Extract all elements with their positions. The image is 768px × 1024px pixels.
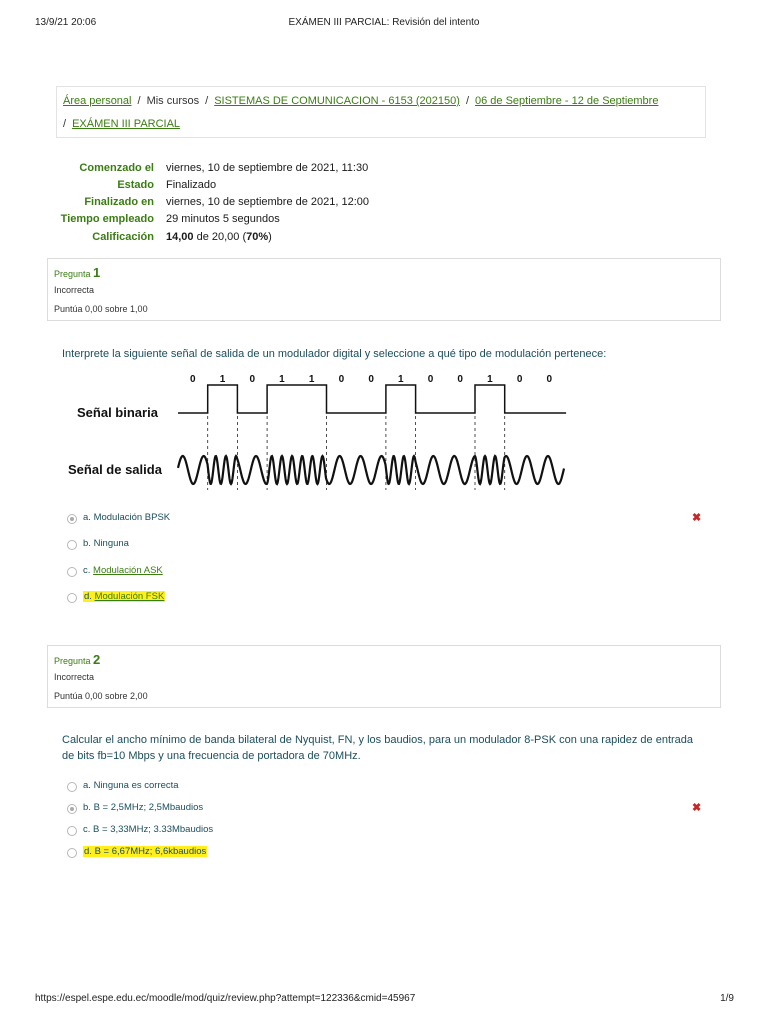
- question-number-value: 1: [93, 265, 101, 280]
- binary-signal-waveform: [178, 385, 566, 413]
- option-letter: c.: [83, 824, 91, 835]
- radio-button[interactable]: [67, 804, 77, 814]
- radio-button[interactable]: [67, 782, 77, 792]
- question-prefix: Pregunta: [54, 656, 91, 666]
- q2-option-d[interactable]: [67, 845, 367, 861]
- print-title: EXÁMEN III PARCIAL: Revisión del intento: [288, 17, 480, 28]
- summary-label: Tiempo empleado: [60, 213, 154, 225]
- question-1-text: Interprete la siguiente señal de salida de un modulador digital y seleccione a qué tipo de modulación pertenece:: [62, 348, 607, 360]
- option-letter: c.: [83, 565, 91, 576]
- q2-option-c[interactable]: [67, 823, 367, 839]
- option-label: [83, 538, 129, 549]
- print-url: https://espel.espe.edu.ec/moodle/mod/quiz/review.php?attempt=122336&cmid=45967: [35, 993, 416, 1004]
- question-number-value: 2: [93, 652, 101, 667]
- bit-label: 0: [338, 374, 345, 385]
- option-letter: d.: [84, 846, 92, 857]
- bit-label: 1: [279, 374, 285, 385]
- radio-button[interactable]: [67, 593, 77, 603]
- bit-labels: [190, 374, 553, 385]
- breadcrumb-quiz[interactable]: EXÁMEN III PARCIAL: [72, 118, 181, 130]
- bit-label: 0: [457, 374, 463, 385]
- option-text: Ninguna es correcta: [93, 780, 179, 791]
- q2-option-a[interactable]: [67, 779, 367, 795]
- breadcrumb: [56, 86, 706, 138]
- summary-row-time: [46, 213, 280, 230]
- radio-button[interactable]: [67, 567, 77, 577]
- option-label: [83, 802, 203, 813]
- modulation-figure: [62, 366, 568, 494]
- summary-label: Calificación: [92, 231, 154, 243]
- radio-button[interactable]: [67, 514, 77, 524]
- breadcrumb-mis-cursos[interactable]: Mis cursos: [146, 95, 200, 107]
- option-label: [83, 565, 163, 576]
- bit-label: 0: [368, 374, 374, 385]
- option-text: Ninguna: [93, 538, 129, 549]
- q2-option-b[interactable]: [67, 801, 707, 817]
- question-1-info: [47, 258, 721, 321]
- grade-score: 14,00: [166, 231, 194, 243]
- bit-label: 1: [219, 374, 226, 385]
- q1-option-c[interactable]: [67, 564, 367, 580]
- print-page-number: 1/9: [720, 993, 734, 1004]
- breadcrumb-separator: /: [63, 118, 67, 130]
- grade-total: de 20,00 (: [193, 231, 247, 243]
- option-letter: b.: [83, 538, 91, 549]
- question-prefix: Pregunta: [54, 269, 91, 279]
- q1-option-a[interactable]: [67, 511, 707, 527]
- breadcrumb-course[interactable]: SISTEMAS DE COMUNICACION - 6153 (202150): [214, 95, 460, 107]
- bit-label: 0: [249, 374, 256, 385]
- question-state: Incorrecta: [54, 672, 95, 682]
- bit-label: 0: [516, 374, 523, 385]
- summary-label: Comenzado el: [79, 162, 154, 174]
- summary-row-state: [46, 179, 217, 196]
- bit-label: 0: [190, 374, 196, 385]
- bit-label: 0: [546, 374, 553, 385]
- radio-button[interactable]: [67, 826, 77, 836]
- breadcrumb-week[interactable]: 06 de Septiembre - 12 de Septiembre: [475, 95, 659, 107]
- grade-close: ): [268, 231, 272, 243]
- bit-boundary-lines: [208, 416, 505, 490]
- binary-signal-label: Señal binaria: [77, 405, 158, 420]
- option-text: Modulación ASK: [93, 565, 163, 576]
- summary-value: [166, 231, 272, 243]
- breadcrumb-separator: /: [205, 95, 209, 107]
- summary-label: Finalizado en: [84, 196, 154, 208]
- breadcrumb-separator: /: [137, 95, 141, 107]
- q1-option-d[interactable]: [67, 590, 367, 606]
- option-text: B = 3,33MHz; 3.33Mbaudios: [93, 824, 214, 835]
- question-text-line: Calcular el ancho mínimo de banda bilateral de Nyquist, FN, y los baudios, para un modulador 8-PSK con una rapidez de entrada: [62, 734, 694, 746]
- summary-value: viernes, 10 de septiembre de 2021, 11:30: [166, 162, 369, 174]
- breadcrumb-separator: /: [465, 95, 469, 107]
- question-2-text: [62, 732, 712, 764]
- question-grade: Puntúa 0,00 sobre 2,00: [54, 691, 148, 701]
- option-letter: d.: [84, 591, 92, 602]
- option-text: Modulación FSK: [94, 591, 165, 602]
- question-number: [54, 265, 100, 280]
- option-label: [83, 591, 165, 602]
- option-letter: a.: [83, 512, 91, 523]
- breadcrumb-area-personal[interactable]: Área personal: [63, 95, 132, 107]
- bit-label: 1: [398, 374, 404, 385]
- print-header: [0, 17, 768, 31]
- bit-label: 1: [487, 374, 493, 385]
- option-text: B = 2,5MHz; 2,5Mbaudios: [93, 802, 204, 813]
- option-label: [83, 846, 207, 857]
- question-text-line: de bits fb=10 Mbps y una frecuencia de portadora de 70MHz.: [62, 750, 361, 762]
- question-2-info: [47, 645, 721, 708]
- option-letter: a.: [83, 780, 91, 791]
- print-date: 13/9/21 20:06: [35, 17, 97, 28]
- question-state: Incorrecta: [54, 285, 95, 295]
- question-grade: Puntúa 0,00 sobre 1,00: [54, 304, 148, 314]
- grade-percent: 70%: [246, 231, 269, 243]
- output-signal-waveform: [178, 456, 564, 484]
- incorrect-icon: ✖: [692, 802, 702, 814]
- summary-row-grade: [46, 231, 272, 248]
- output-signal-label: Señal de salida: [68, 462, 162, 477]
- modulation-diagram: [62, 366, 568, 494]
- summary-label: Estado: [117, 179, 154, 191]
- summary-value: 29 minutos 5 segundos: [166, 213, 280, 225]
- incorrect-icon: ✖: [692, 512, 702, 524]
- summary-row-finished: [46, 196, 370, 213]
- q1-option-b[interactable]: [67, 537, 367, 553]
- radio-button[interactable]: [67, 540, 77, 550]
- option-label: [83, 824, 213, 835]
- summary-value: Finalizado: [166, 179, 217, 191]
- option-label: [83, 512, 170, 523]
- summary-value: viernes, 10 de septiembre de 2021, 12:00: [166, 196, 370, 208]
- option-label: [83, 780, 179, 791]
- bit-label: 0: [427, 374, 434, 385]
- bit-label: 1: [308, 374, 315, 385]
- option-text: B = 6,67MHz; 6,6kbaudios: [94, 846, 207, 857]
- option-text: Modulación BPSK: [93, 512, 171, 523]
- radio-button[interactable]: [67, 848, 77, 858]
- question-number: [54, 652, 100, 667]
- option-letter: b.: [83, 802, 91, 813]
- summary-row-started: [46, 162, 369, 179]
